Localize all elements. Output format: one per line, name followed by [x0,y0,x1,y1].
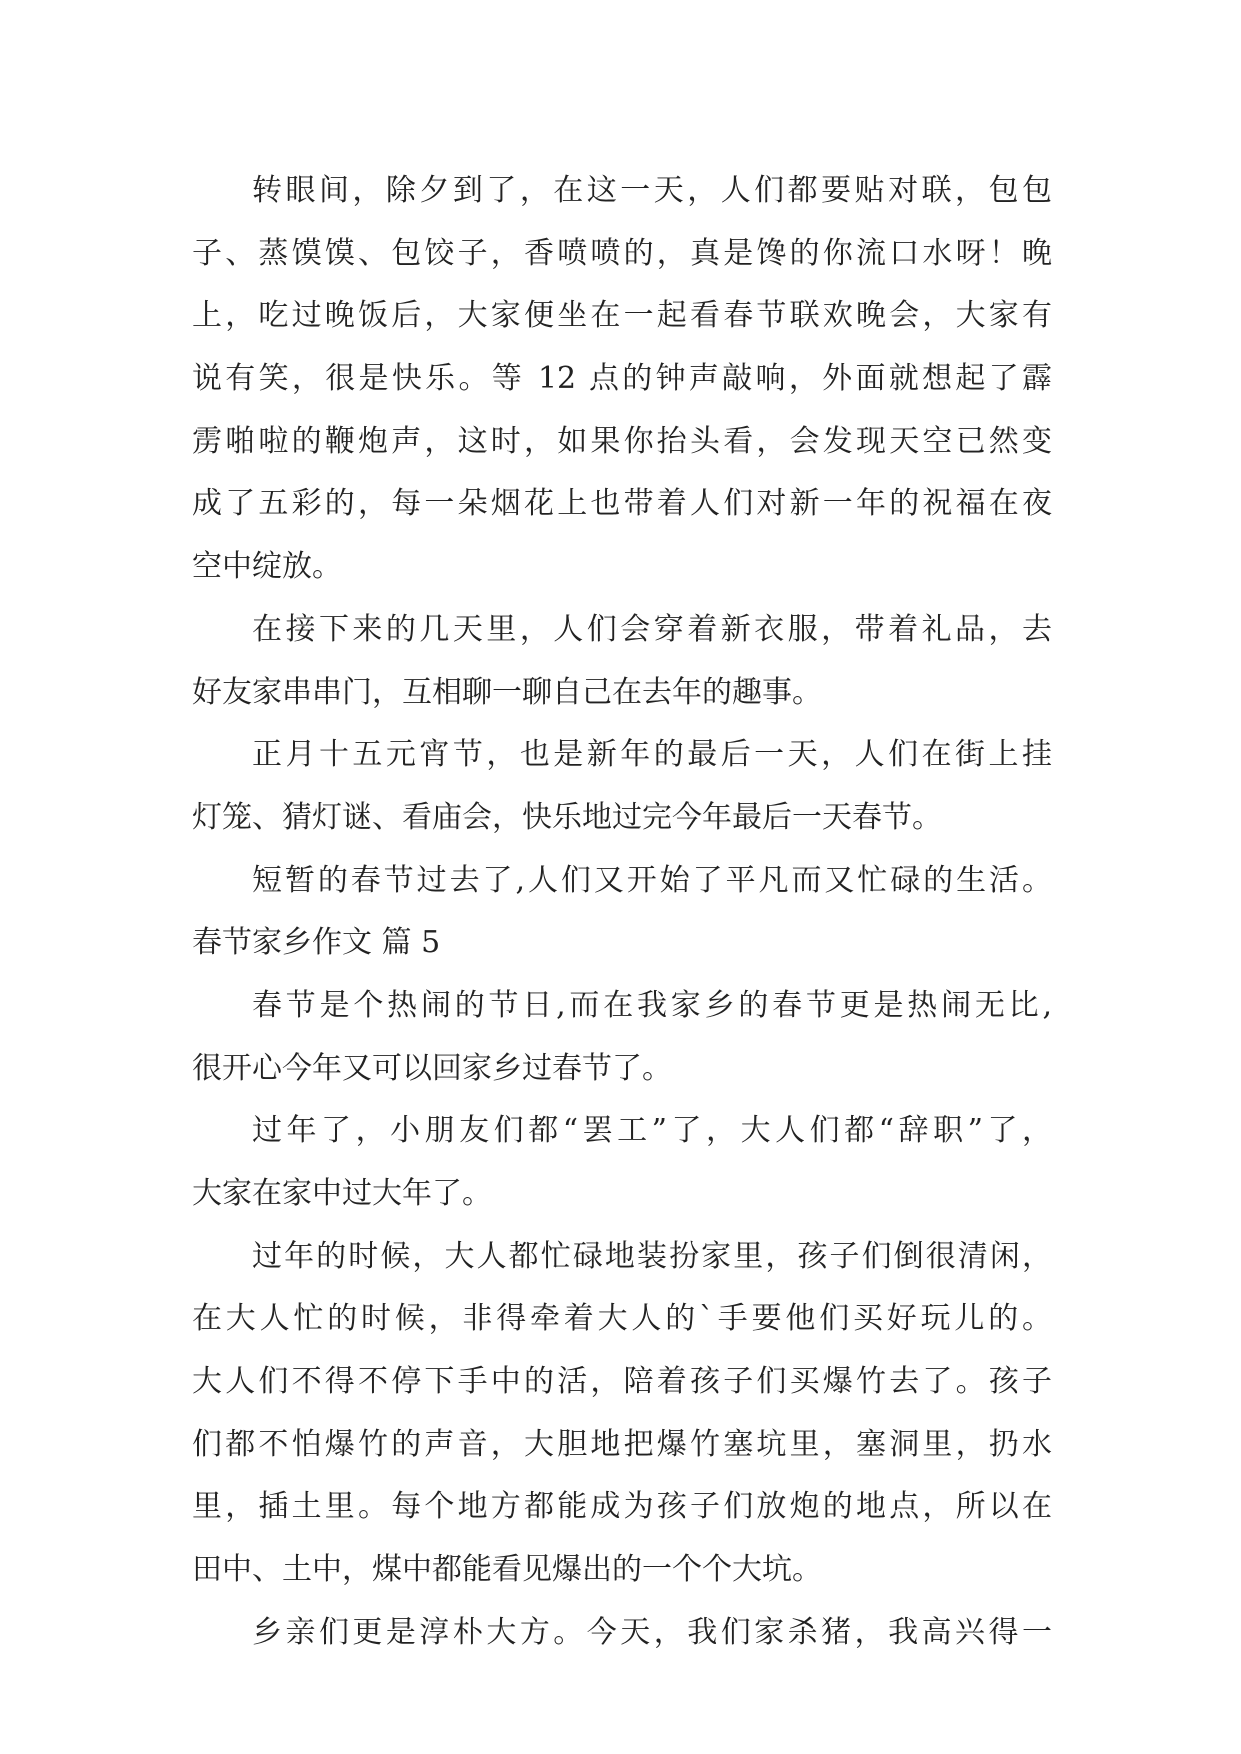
text-line: 转眼间，除夕到了，在这一天，人们都要贴对联，包包 [252,173,1052,208]
text-line: 短暂的春节过去了,人们又开始了平凡而又忙碌的生活。 [252,862,1052,898]
paragraph [192,850,1052,913]
paragraph [192,1602,1052,1665]
text-line: 过年的时候，大人都忙碌地装扮家里，孩子们倒很清闲， [252,1238,1052,1274]
section-heading: 春节家乡作文 篇 5 [192,925,441,961]
text-line: 过年了，小朋友们都“罢工”了，大人们都“辞职”了， [252,1113,1052,1149]
text-line: 里，插土里。每个地方都能成为孩子们放炮的地点，所以在 [192,1489,1052,1525]
text-line: 上，吃过晚饭后，大家便坐在一起看春节联欢晚会，大家有 [192,298,1052,334]
text-line: 空中绽放。 [192,549,342,585]
text-line: 乡亲们更是淳朴大方。今天，我们家杀猪，我高兴得一 [252,1614,1052,1650]
paragraph [192,1100,1052,1225]
text-line: 大家在家中过大年了。 [192,1176,492,1211]
text-line: 雳啪啦的鞭炮声，这时，如果你抬头看，会发现天空已然变 [192,423,1052,459]
text-line: 田中、土中，煤中都能看见爆出的一个个大坑。 [192,1552,822,1588]
paragraph [192,160,1052,599]
text-line: 很开心今年又可以回家乡过春节了。 [192,1050,672,1086]
text-line: 正月十五元宵节，也是新年的最后一天，人们在街上挂 [252,737,1052,773]
paragraph [192,724,1052,849]
text-line: 说有笑，很是快乐。等 12 点的钟声敲响，外面就想起了霹 [192,361,1052,397]
paragraph [192,975,1052,1100]
text-line: 在接下来的几天里，人们会穿着新衣服，带着礼品，去 [252,611,1052,647]
text-line: 在大人忙的时候，非得牵着大人的`手要他们买好玩儿的。 [192,1301,1052,1337]
text-line: 大人们不得不停下手中的活，陪着孩子们买爆竹去了。孩子 [192,1364,1052,1400]
text-line: 成了五彩的，每一朵烟花上也带着人们对新一年的祝福在夜 [192,486,1052,522]
paragraph [192,1226,1052,1602]
paragraph [192,599,1052,724]
text-line: 春节是个热闹的节日,而在我家乡的春节更是热闹无比, [252,987,1052,1023]
essay-body [192,160,1052,1665]
text-line: 灯笼、猜灯谜、看庙会，快乐地过完今年最后一天春节。 [192,799,942,835]
text-line: 子、蒸馍馍、包饺子，香喷喷的，真是馋的你流口水呀！晚 [192,235,1052,271]
text-line: 好友家串串门，互相聊一聊自己在去年的趣事。 [192,674,822,710]
text-line: 们都不怕爆竹的声音，大胆地把爆竹塞坑里，塞洞里，扔水 [192,1426,1052,1462]
